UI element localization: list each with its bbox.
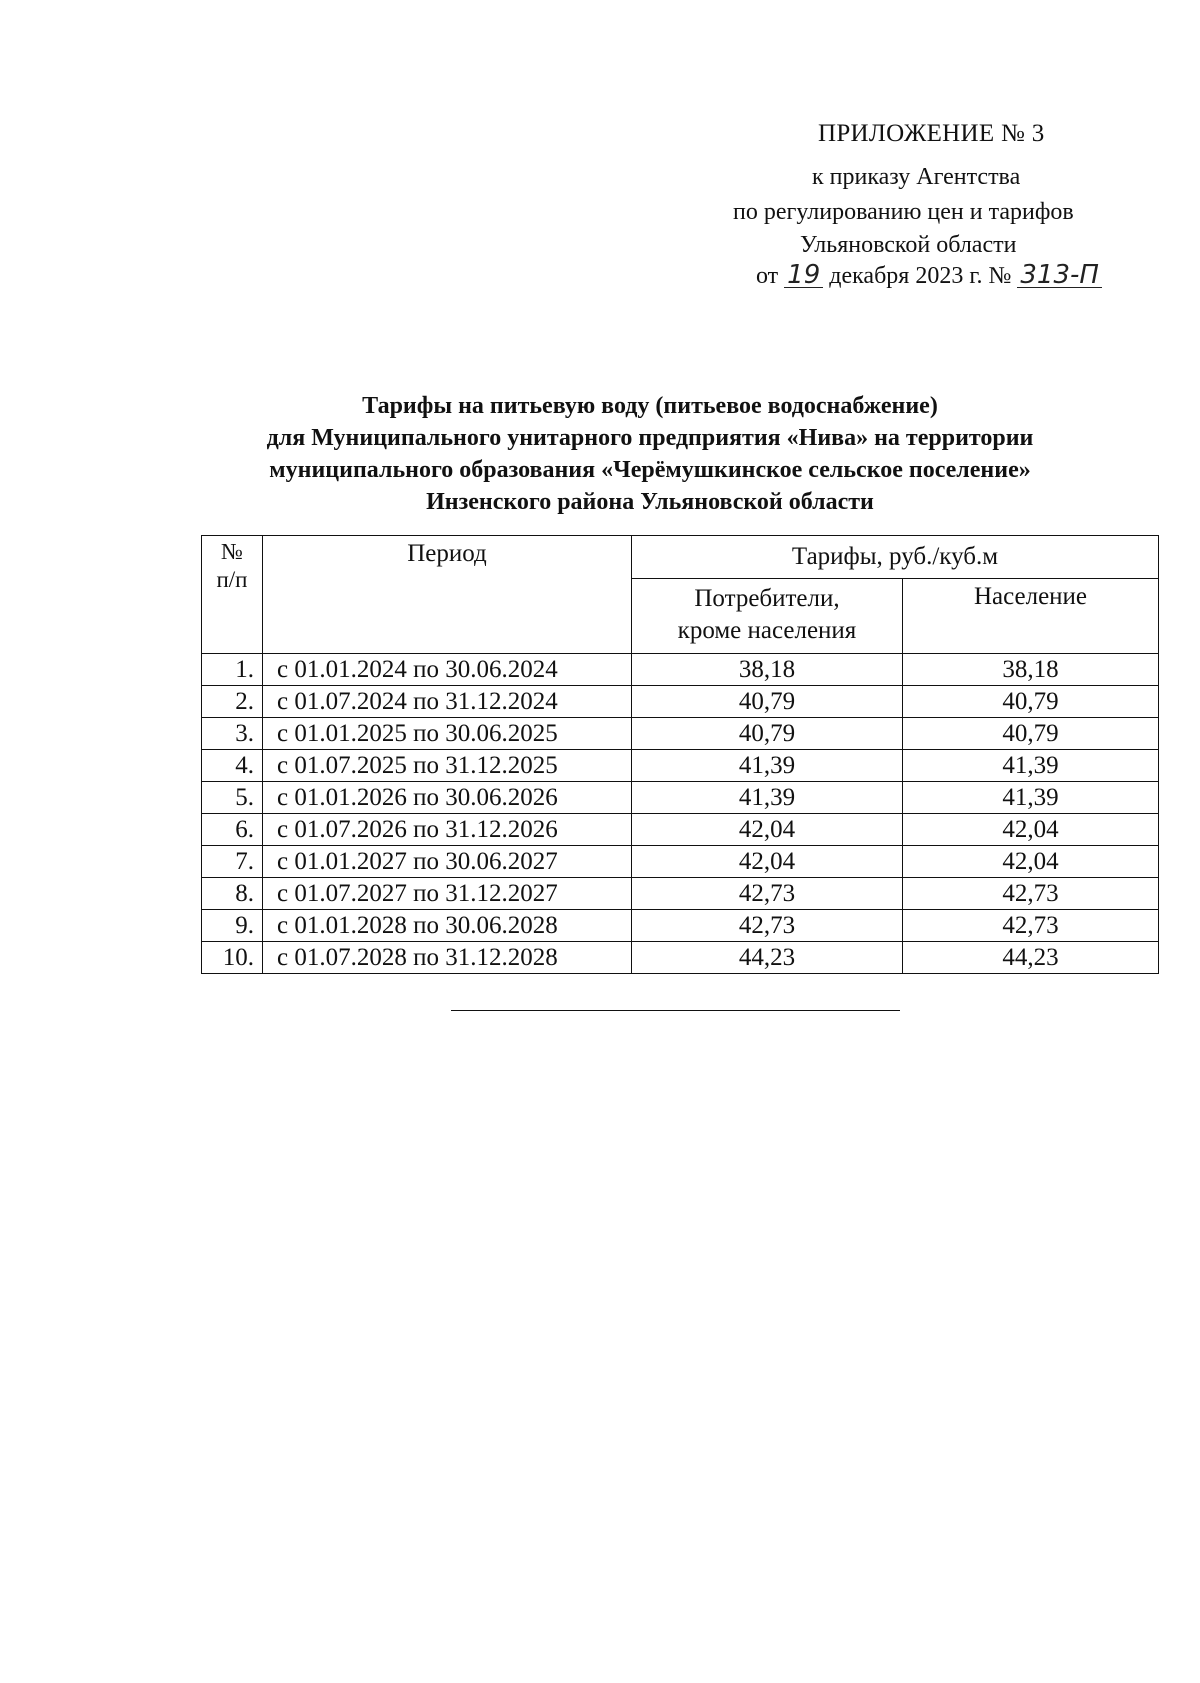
title-line-4: Инзенского района Ульяновской области [426, 489, 874, 515]
document-title [150, 390, 1150, 518]
row-population-tariff: 42,73 [903, 878, 1159, 910]
table-row [202, 654, 1159, 686]
row-number: 4. [202, 750, 263, 782]
row-population-tariff: 40,79 [903, 718, 1159, 750]
row-number: 7. [202, 846, 263, 878]
row-period: с 01.07.2025 по 31.12.2025 [263, 750, 632, 782]
closing-rule [451, 1010, 900, 1011]
handwritten-order-number: 313-П [1017, 263, 1102, 288]
title-line-3: муниципального образования «Черёмушкинское сельское поселение» [269, 457, 1031, 483]
row-population-tariff: 42,04 [903, 814, 1159, 846]
appendix-heading: ПРИЛОЖЕНИЕ № 3 [818, 120, 1045, 147]
row-population-tariff: 41,39 [903, 782, 1159, 814]
order-date-line [756, 260, 1102, 290]
table-row [202, 878, 1159, 910]
row-number: 5. [202, 782, 263, 814]
row-period: с 01.01.2027 по 30.06.2027 [263, 846, 632, 878]
date-rest: декабря 2023 г. № [829, 263, 1012, 289]
row-consumers-tariff: 42,73 [632, 878, 903, 910]
tariffs-table [201, 535, 1159, 974]
header-number-line-2: п/п [216, 567, 248, 592]
row-period: с 01.01.2025 по 30.06.2025 [263, 718, 632, 750]
ref-line-1: к приказу Агентства [812, 164, 1021, 190]
ref-line-2: по регулированию цен и тарифов [733, 199, 1074, 225]
title-line-2: для Муниципального унитарного предприятия «Нива» на территории [266, 425, 1034, 451]
row-consumers-tariff: 42,04 [632, 814, 903, 846]
row-number: 1. [202, 654, 263, 686]
row-period: с 01.01.2026 по 30.06.2026 [263, 782, 632, 814]
table-row [202, 782, 1159, 814]
row-consumers-tariff: 42,73 [632, 910, 903, 942]
row-period: с 01.01.2028 по 30.06.2028 [263, 910, 632, 942]
row-consumers-tariff: 41,39 [632, 782, 903, 814]
row-consumers-tariff: 42,04 [632, 846, 903, 878]
row-population-tariff: 38,18 [903, 654, 1159, 686]
title-line-1: Тарифы на питьевую воду (питьевое водоснабжение) [362, 393, 938, 419]
table-row [202, 942, 1159, 974]
row-consumers-tariff: 40,79 [632, 718, 903, 750]
ref-line-3: Ульяновской области [800, 232, 1017, 258]
table-row [202, 814, 1159, 846]
row-population-tariff: 40,79 [903, 686, 1159, 718]
row-consumers-tariff: 44,23 [632, 942, 903, 974]
row-consumers-tariff: 40,79 [632, 686, 903, 718]
table-row [202, 750, 1159, 782]
date-prefix: от [756, 263, 779, 289]
row-period: с 01.07.2027 по 31.12.2027 [263, 878, 632, 910]
row-consumers-tariff: 38,18 [632, 654, 903, 686]
row-period: с 01.07.2026 по 31.12.2026 [263, 814, 632, 846]
row-population-tariff: 42,04 [903, 846, 1159, 878]
row-period: с 01.07.2024 по 31.12.2024 [263, 686, 632, 718]
row-number: 9. [202, 910, 263, 942]
header-consumers [632, 579, 903, 654]
handwritten-day: 19 [784, 263, 823, 288]
table-row [202, 846, 1159, 878]
header-number-line-1: № [221, 539, 243, 564]
row-number: 10. [202, 942, 263, 974]
table-row [202, 910, 1159, 942]
row-number: 2. [202, 686, 263, 718]
row-period: с 01.07.2028 по 31.12.2028 [263, 942, 632, 974]
row-number: 3. [202, 718, 263, 750]
header-population: Население [903, 579, 1159, 654]
table-row [202, 718, 1159, 750]
row-population-tariff: 44,23 [903, 942, 1159, 974]
header-number [202, 536, 263, 654]
row-population-tariff: 42,73 [903, 910, 1159, 942]
header-tariffs: Тарифы, руб./куб.м [632, 536, 1159, 579]
header-consumers-line-1: Потребители, [694, 585, 840, 612]
row-number: 6. [202, 814, 263, 846]
header-consumers-line-2: кроме населения [677, 617, 857, 644]
table-row [202, 686, 1159, 718]
header-period: Период [263, 536, 632, 654]
row-period: с 01.01.2024 по 30.06.2024 [263, 654, 632, 686]
row-population-tariff: 41,39 [903, 750, 1159, 782]
row-consumers-tariff: 41,39 [632, 750, 903, 782]
row-number: 8. [202, 878, 263, 910]
